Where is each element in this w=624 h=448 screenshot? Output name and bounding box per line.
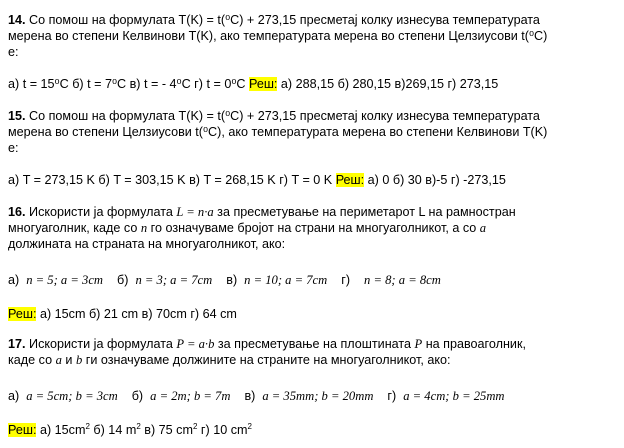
q17-formula: P = a·b [176, 337, 215, 351]
q15-answer: а) 0 б) 30 в)-5 г) -273,15 [364, 173, 506, 187]
q16-opt-a: n = 5; a = 3cm [26, 273, 104, 287]
q16-text-2a: многуаголник, каде со [8, 221, 141, 235]
q14-line-3: е: [8, 45, 19, 59]
q17-text-1a: Искористи ја формулата [25, 337, 177, 351]
q17-opt-d-label: г) [387, 389, 397, 403]
q17-opt-b-label: б) [131, 389, 144, 403]
q14-text-1: Со помош на формулата T(K) = t(⁰C) + 273,15 пресметај колку изнесува температурата [25, 13, 540, 27]
q17-options-line [8, 388, 505, 404]
q17-answer-d: г) 10 cm [197, 423, 248, 437]
q16-var-a: a [479, 221, 487, 235]
q16-formula: L = n·a [176, 205, 214, 219]
q16-line-3: должината на страната на многуаголникот, ако: [8, 237, 286, 251]
q17-answer-c: в) 75 cm [140, 423, 193, 437]
q14-answer-label: Реш: [248, 77, 278, 91]
q17-opt-c-label: в) [244, 389, 256, 403]
q17-answer-b-exp: 2 [136, 422, 141, 431]
q14-options-line [8, 76, 498, 92]
q17-text-1c: на правоаголник, [422, 337, 526, 351]
q15-line-2: мерена во степени Целзиусови t(⁰C), ако температурата мерена во степени Келвинови T(K) [8, 125, 548, 139]
q14-line-2: мерена во степени Келвинови T(K), ако температурата мерена во степени Целзиусови t(⁰C) [8, 29, 548, 43]
q17-answer-c-exp: 2 [192, 422, 198, 431]
q15-number: 15. [8, 109, 26, 123]
q17-answer-a-exp: 2 [85, 422, 90, 431]
q16-answer-label: Реш: [8, 307, 37, 321]
q17-opt-c: a = 35mm; b = 20mm [262, 389, 374, 403]
q17-opt-a-label: а) [8, 389, 20, 403]
q15-options-line [8, 172, 506, 188]
q15-options: а) T = 273,15 K б) T = 303,15 K в) T = 268,15 K г) T = 0 K [8, 173, 336, 187]
q16-opt-d-label: г) [341, 273, 351, 287]
q17-answer-b: б) 14 m [89, 423, 137, 437]
q17-opt-a: a = 5cm; b = 3cm [26, 389, 118, 403]
q16-options-line [8, 272, 441, 288]
q16-text-2b: го означуваме бројот на страни на многуаголникот, а со [147, 221, 480, 235]
q17-text-2b: и [61, 353, 76, 367]
q17-var-a: a [55, 353, 62, 367]
q17-text-1b: за пресметување на плоштината [214, 337, 415, 351]
q17-answer-line [8, 422, 252, 438]
q16-var-n: n [140, 221, 148, 235]
q16-opt-b: n = 3; a = 7cm [135, 273, 213, 287]
q16-text-1b: за пресметување на периметарот L на рамностран [213, 205, 516, 219]
q14-line-1 [8, 12, 540, 28]
q17-opt-b: a = 2m; b = 7m [150, 389, 231, 403]
q16-opt-d: n = 8; a = 8cm [364, 273, 441, 287]
q15-line-3: е: [8, 141, 19, 155]
q15-answer-label: Реш: [335, 173, 365, 187]
q15-text-1: Со помош на формулата T(K) = t(⁰C) + 273,15 пресметај колку изнесува температурата [25, 109, 540, 123]
q14-options: а) t = 15⁰C б) t = 7⁰C в) t = - 4⁰C г) t = 0⁰C [8, 77, 249, 91]
q16-opt-a-label: а) [8, 273, 20, 287]
q16-line-2 [8, 220, 486, 236]
q17-line-1 [8, 336, 526, 352]
q16-line-1 [8, 204, 516, 220]
q17-answer-d-exp: 2 [247, 422, 252, 431]
q16-answer: а) 15cm б) 21 cm в) 70cm г) 64 cm [36, 307, 237, 321]
q17-answer-label: Реш: [8, 423, 37, 437]
q14-answer: а) 288,15 б) 280,15 в)269,15 г) 273,15 [277, 77, 499, 91]
q16-opt-b-label: б) [117, 273, 129, 287]
q17-line-2 [8, 352, 451, 368]
q14-number: 14. [8, 13, 26, 27]
q17-answer-a: а) 15cm [36, 423, 86, 437]
q17-opt-d: a = 4cm; b = 25mm [403, 389, 505, 403]
q16-number: 16. [8, 205, 26, 219]
q16-opt-c-label: в) [226, 273, 238, 287]
q15-line-1 [8, 108, 540, 124]
q17-var-p: P [414, 337, 423, 351]
q17-text-2c: ги означуваме должините на страните на многуаголникот, ако: [82, 353, 451, 367]
q17-var-b: b [75, 353, 83, 367]
q17-text-2a: каде со [8, 353, 56, 367]
q16-opt-c: n = 10; a = 7cm [244, 273, 328, 287]
q16-answer-line [8, 306, 237, 322]
q16-text-1a: Искористи ја формулата [25, 205, 177, 219]
q17-number: 17. [8, 337, 26, 351]
